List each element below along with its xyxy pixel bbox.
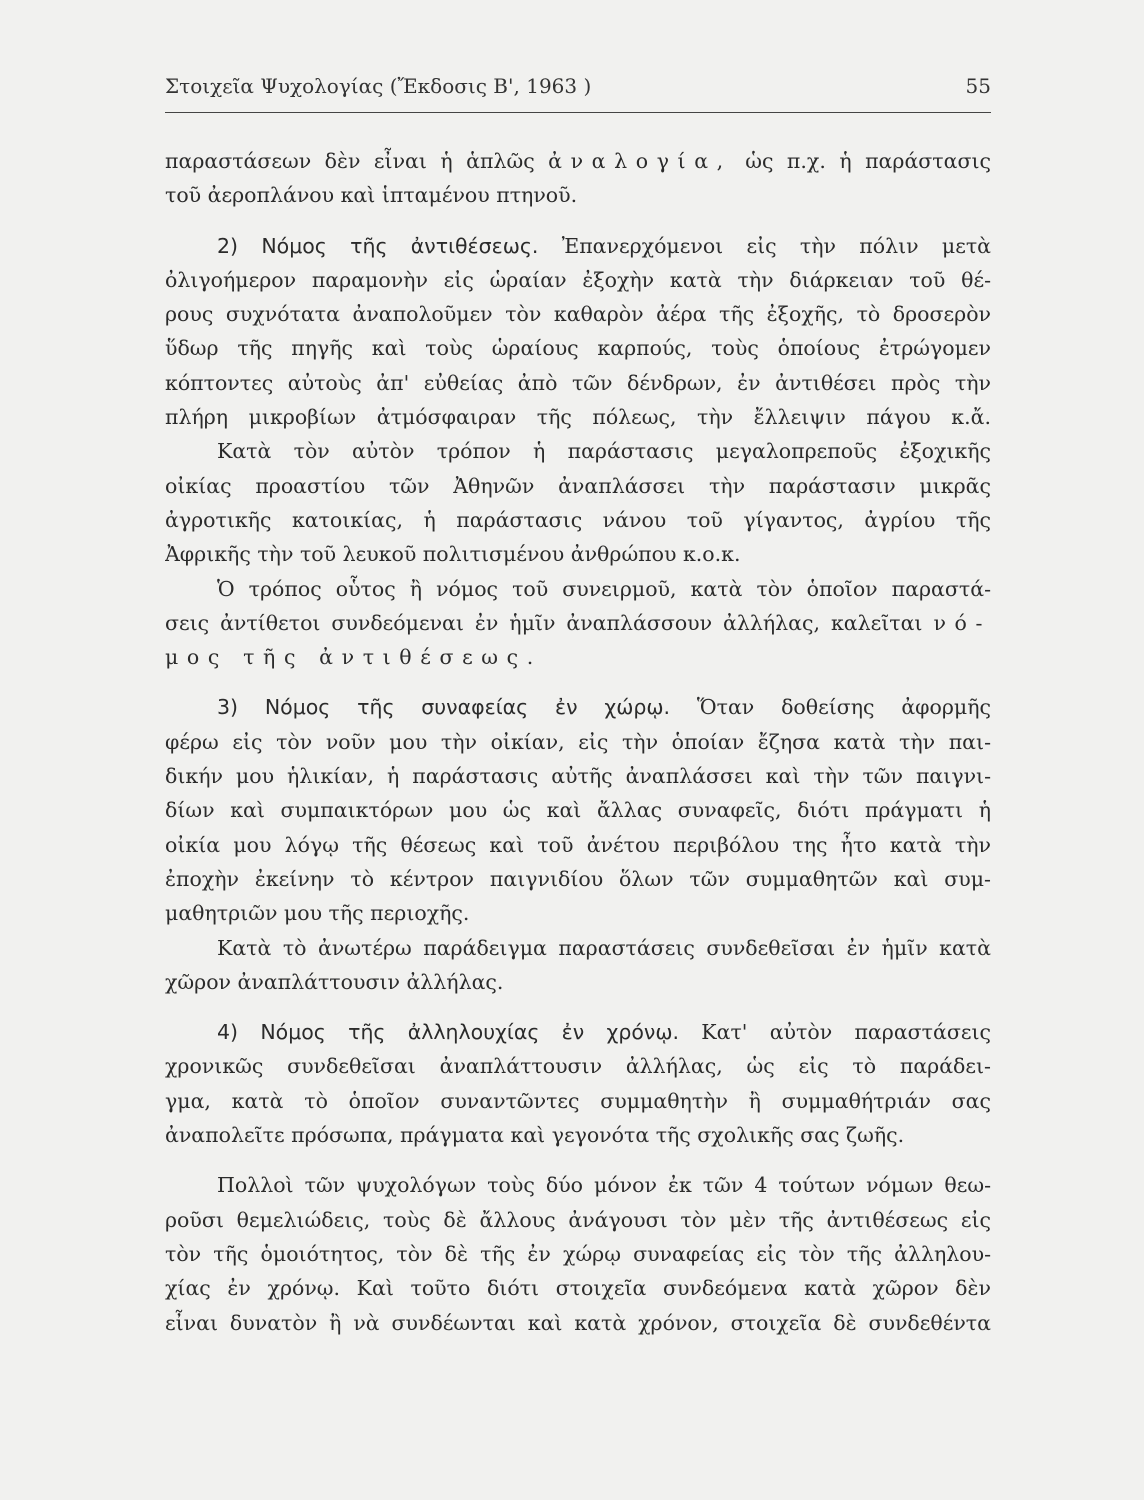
section-heading: 3) Νόμος τῆς συναφείας ἐν χώρῳ. (217, 695, 671, 720)
text-line: χῶρον ἀναπλάττουσιν ἀλλήλας. (165, 969, 504, 994)
text-run: σεις ἀντίθετοι συνδεόμεναι ἐν ἡμῖν ἀναπλάσσουν ἀλλήλας, καλεῖται (165, 610, 934, 635)
text-line (165, 1015, 991, 1049)
text-line: Κατὰ τὸ ἀνωτέρω παράδειγμα παραστάσεις συνδεθεῖσαι ἐν ἡμῖν κατὰ (217, 935, 991, 960)
text-line (165, 690, 991, 724)
text-line: εἶναι δυνατὸν ἢ νὰ συνδέωνται καὶ κατὰ χρόνον, στοιχεῖα δὲ συνδεθέντα (165, 1310, 991, 1335)
text-run: Κατ' αὐτὸν παραστάσεις (679, 1020, 991, 1045)
text-line (165, 606, 991, 640)
section-heading: 2) Νόμος τῆς ἀντιθέσεως. (217, 233, 539, 258)
spaced-emphasis: νό- (933, 610, 991, 635)
text-line (165, 229, 991, 263)
text-line: Ὁ τρόπος οὗτος ἢ νόμος τοῦ συνειρμοῦ, κατὰ τὸν ὁποῖον παραστά- (217, 576, 991, 601)
body-text (165, 144, 991, 1340)
header-rule (165, 112, 991, 113)
text-line: οἰκίας προαστίου τῶν Ἀθηνῶν ἀναπλάσσει τὴν παράστασιν μικρᾶς (165, 473, 991, 498)
spaced-emphasis: μος τῆς ἀντιθέσεως. (165, 645, 542, 670)
text-line: οἰκία μου λόγῳ τῆς θέσεως καὶ τοῦ ἀνέτου περιβόλου της ἦτο κατὰ τὴν (165, 832, 991, 857)
text-line: γμα, κατὰ τὸ ὁποῖον συναντῶντες συμμαθητὴν ἢ συμμαθήτριάν σας (165, 1088, 991, 1113)
text-line: ὕδωρ τῆς πηγῆς καὶ τοὺς ὡραίους καρπούς, τοὺς ὁποίους ἐτρώγομεν (165, 336, 991, 361)
text-line: ὀλιγοήμερον παραμονὴν εἰς ὡραίαν ἐξοχὴν κατὰ τὴν διάρκειαν τοῦ θέ- (165, 267, 991, 292)
text-line: ἀναπολεῖτε πρόσωπα, πράγματα καὶ γεγονότα τῆς σχολικῆς σας ζωῆς. (165, 1123, 905, 1148)
text-line (165, 144, 991, 178)
text-line: Κατὰ τὸν αὐτὸν τρόπον ἡ παράστασις μεγαλοπρεποῦς ἐξοχικῆς (217, 439, 991, 464)
running-title: Στοιχεῖα Ψυχολογίας (Ἔκδοσις Β', 1963 ) (165, 74, 592, 98)
text-line: χίας ἐν χρόνῳ. Καὶ τοῦτο διότι στοιχεῖα συνδεόμενα κατὰ χῶρον δὲν (165, 1276, 991, 1301)
text-line: ροῦσι θεμελιώδεις, τοὺς δὲ ἄλλους ἀνάγουσι τὸν μὲν τῆς ἀντιθέσεως εἰς (165, 1207, 991, 1232)
text-line (165, 640, 991, 674)
text-line: κόπτοντες αὐτοὺς ἀπ' εὐθείας ἀπὸ τῶν δένδρων, ἐν ἀντιθέσει πρὸς τὴν (165, 370, 991, 395)
text-line: ἀγροτικῆς κατοικίας, ἡ παράστασις νάνου τοῦ γίγαντος, ἀγρίου τῆς (165, 507, 991, 532)
text-line: Πολλοὶ τῶν ψυχολόγων τοὺς δύο μόνον ἐκ τῶν 4 τούτων νόμων θεω- (217, 1173, 991, 1198)
text-line: χρονικῶς συνδεθεῖσαι ἀναπλάττουσιν ἀλλήλας, ὡς εἰς τὸ παράδει- (165, 1054, 991, 1079)
text-line: ρους συχνότατα ἀναπολοῦμεν τὸν καθαρὸν ἀέρα τῆς ἐξοχῆς, τὸ δροσερὸν (165, 302, 991, 327)
text-run: Ὅταν δοθείσης ἀφορμῆς (670, 695, 991, 720)
section-heading: 4) Νόμος τῆς ἀλληλουχίας ἐν χρόνῳ. (217, 1020, 680, 1045)
text-run: Ἐπανερχόμενοι εἰς τὴν πόλιν μετὰ (538, 233, 991, 258)
text-run: ὡς π.χ. ἡ παράστασις (731, 149, 991, 173)
text-run: παραστάσεων δὲν εἶναι ἡ ἁπλῶς (165, 149, 549, 173)
text-line: δικήν μου ἡλικίαν, ἡ παράστασις αὐτῆς ἀναπλάσσει καὶ τὴν τῶν παιγνι- (165, 764, 991, 789)
text-line: φέρω εἰς τὸν νοῦν μου τὴν οἰκίαν, εἰς τὴν ὁποίαν ἔζησα κατὰ τὴν παι- (165, 729, 991, 754)
text-line: πλήρη μικροβίων ἀτμόσφαιραν τῆς πόλεως, τὴν ἔλλειψιν πάγου κ.ἄ. (165, 405, 991, 430)
text-line: μαθητριῶν μου τῆς περιοχῆς. (165, 901, 470, 926)
text-line: τὸν τῆς ὁμοιότητος, τὸν δὲ τῆς ἐν χώρῳ συναφείας εἰς τὸν τῆς ἀλληλου- (165, 1241, 991, 1266)
text-line: δίων καὶ συμπαικτόρων μου ὡς καὶ ἄλλας συναφεῖς, διότι πράγματι ἡ (165, 798, 991, 823)
text-line: Ἀφρικῆς τὴν τοῦ λευκοῦ πολιτισμένου ἀνθρώπου κ.ο.κ. (165, 542, 741, 567)
text-line: τοῦ ἀεροπλάνου καὶ ἱπταμένου πτηνοῦ. (165, 183, 578, 208)
text-line: ἐποχὴν ἐκείνην τὸ κέντρον παιγνιδίου ὅλων τῶν συμμαθητῶν καὶ συμ- (165, 866, 991, 891)
page-number: 55 (965, 74, 991, 98)
spaced-emphasis: ἀναλογία, (548, 149, 732, 173)
running-header (165, 74, 991, 110)
